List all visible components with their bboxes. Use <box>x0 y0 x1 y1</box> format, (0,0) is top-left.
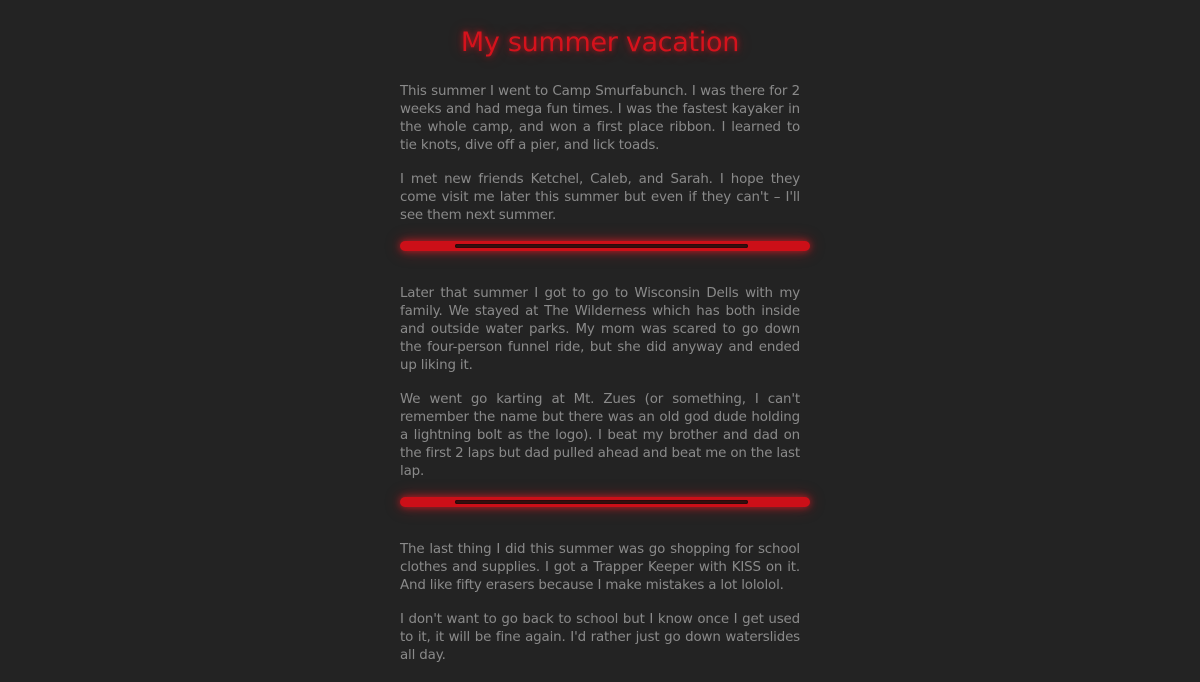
paragraph: The last thing I did this summer was go shopping for school clothes and supplies. I got a Trapper Keeper with KISS on it. And like fifty erasers because I make mistakes a lot lololol. <box>400 542 800 593</box>
article-body <box>400 83 800 681</box>
section-divider <box>400 241 810 251</box>
paragraph: Later that summer I got to go to Wisconsin Dells with my family. We stayed at The Wilderness which has both inside and outside water parks. My mom was scared to go down the four-person funnel ride, but she did anyway and ended up liking it. <box>400 286 800 373</box>
divider-groove <box>455 500 748 504</box>
paragraph: I don't want to go back to school but I know once I get used to it, it will be fine again. I'd rather just go down waterslides all day. <box>400 612 800 663</box>
paragraph: I met new friends Ketchel, Caleb, and Sarah. I hope they come visit me later this summer but even if they can't – I'll see them next summer. <box>400 172 800 223</box>
paragraph: This summer I went to Camp Smurfabunch. I was there for 2 weeks and had mega fun times. I was the fastest kayaker in the whole camp, and won a first place ribbon. I learned to tie knots, dive off a pier, and lick toads. <box>400 84 800 153</box>
paragraph: We went go karting at Mt. Zues (or something, I can't remember the name but there was an old god dude holding a lightning bolt as the logo). I beat my brother and dad on the first 2 laps but dad pulled ahead and beat me on the last lap. <box>400 392 800 479</box>
divider-groove <box>455 244 748 248</box>
section-divider <box>400 497 810 507</box>
page-title: My summer vacation <box>460 27 740 58</box>
